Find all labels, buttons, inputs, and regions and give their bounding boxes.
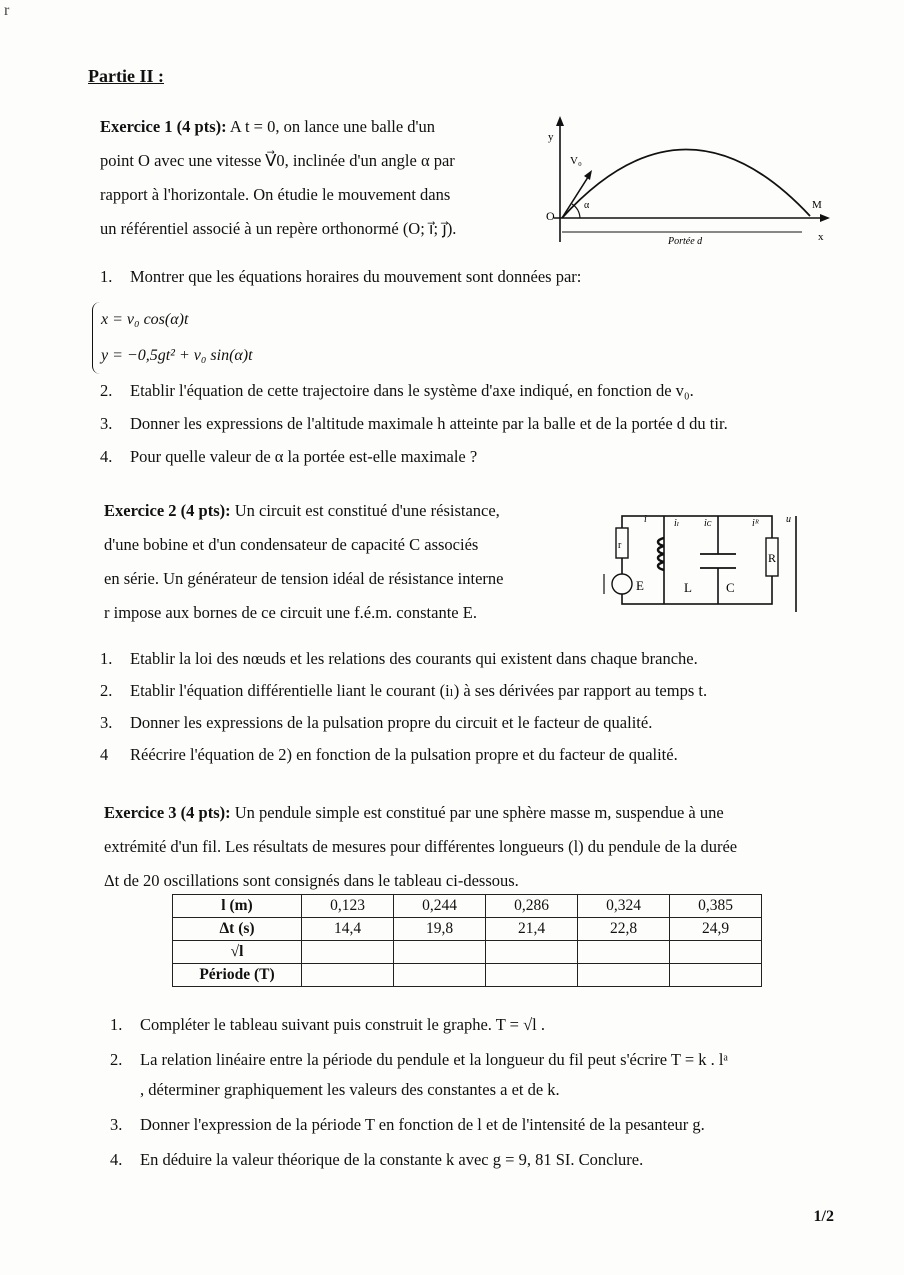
ex2-question bbox=[100, 712, 840, 744]
table-header-cell: √l bbox=[173, 941, 302, 964]
origin-label: O bbox=[546, 209, 555, 223]
ex3-question bbox=[110, 1114, 850, 1149]
current-il-label: iₗ bbox=[674, 518, 680, 529]
capacitor-gap bbox=[700, 554, 736, 568]
table-header-cell: Δt (s) bbox=[173, 918, 302, 941]
velocity-vector bbox=[562, 174, 590, 218]
table-cell: 0,324 bbox=[578, 895, 670, 918]
table-row bbox=[173, 895, 762, 918]
question-text: Etablir l'équation différentielle liant le courant (iₗ) à ses dérivées par rapport au temps t. bbox=[130, 681, 708, 700]
generator-e bbox=[612, 574, 632, 594]
table-cell: 21,4 bbox=[486, 918, 578, 941]
ex3-heading: Exercice 3 (4 pts): bbox=[104, 803, 231, 822]
question-number: 3. bbox=[100, 713, 113, 732]
question-number: 3. bbox=[100, 414, 113, 433]
ex3-question bbox=[110, 1079, 850, 1114]
x-axis-label: x bbox=[818, 231, 824, 243]
table-row bbox=[173, 918, 762, 941]
ex3-question bbox=[110, 1149, 850, 1179]
ex2-question bbox=[100, 744, 840, 776]
voltage-u-label: u bbox=[786, 514, 791, 525]
table-cell: 19,8 bbox=[394, 918, 486, 941]
corner-mark: r bbox=[4, 2, 10, 19]
ex2-question bbox=[100, 648, 840, 680]
table-cell bbox=[578, 941, 670, 964]
resistor-R-label: R bbox=[768, 551, 777, 565]
point-m-label: M bbox=[812, 199, 822, 211]
ex2-intro-line: en série. Un générateur de tension idéal de résistance interne bbox=[104, 569, 504, 588]
capacitor-c-label: C bbox=[726, 580, 735, 595]
ex3-intro bbox=[104, 796, 834, 898]
table-cell bbox=[670, 941, 762, 964]
circuit-figure bbox=[600, 508, 805, 620]
ex3-intro-line: Un pendule simple est constitué par une sphère masse m, suspendue à une bbox=[234, 803, 724, 822]
table-cell bbox=[670, 964, 762, 987]
question-number: 1. bbox=[100, 649, 113, 668]
ex1-question-text: Montrer que les équations horaires du mouvement sont données par: bbox=[130, 267, 582, 286]
question-text: Donner l'expression de la période T en fonction de l et de l'intensité de la pesanteur g. bbox=[140, 1115, 705, 1134]
question-number: 1. bbox=[110, 1015, 123, 1034]
table-cell: 0,385 bbox=[670, 895, 762, 918]
ex1-equations bbox=[92, 302, 253, 374]
table-cell: 24,9 bbox=[670, 918, 762, 941]
question-number: 4. bbox=[110, 1150, 123, 1169]
ex2-heading: Exercice 2 (4 pts): bbox=[104, 501, 231, 520]
question-text: Etablir la loi des nœuds et les relations des courants qui existent dans chaque branche. bbox=[130, 649, 698, 668]
table-cell bbox=[394, 941, 486, 964]
current-i-label: i bbox=[644, 514, 647, 525]
part-title: Partie II : bbox=[88, 66, 164, 86]
ex1-heading: Exercice 1 (4 pts): bbox=[100, 117, 227, 136]
question-text: , déterminer graphiquement les valeurs des constantes a et de k. bbox=[140, 1080, 560, 1099]
ex1-intro-line: A t = 0, on lance une balle d'un bbox=[229, 117, 436, 136]
table-cell: 22,8 bbox=[578, 918, 670, 941]
y-axis-arrow bbox=[556, 116, 564, 126]
question-number: 4. bbox=[100, 447, 113, 466]
coil-l bbox=[658, 538, 664, 570]
ex1-question bbox=[100, 380, 840, 413]
resistor-r-label: r bbox=[618, 540, 622, 551]
question-text: En déduire la valeur théorique de la constante k avec g = 9, 81 SI. Conclure. bbox=[140, 1150, 644, 1169]
question-number: 2. bbox=[110, 1050, 123, 1069]
ex1-question bbox=[100, 446, 840, 479]
velocity-arrow bbox=[584, 170, 592, 180]
ex2-question bbox=[100, 680, 840, 712]
ex2-questions bbox=[100, 648, 840, 776]
ex1-intro-line: un référentiel associé à un repère orthonormé (O; i⃗; j⃗). bbox=[100, 219, 457, 238]
page-number: 1/2 bbox=[813, 1208, 834, 1225]
question-text: Donner les expressions de l'altitude maximale h atteinte par la balle et de la portée d du tir. bbox=[130, 414, 728, 433]
table-cell: 0,123 bbox=[302, 895, 394, 918]
y-axis-label: y bbox=[548, 131, 554, 143]
question-text: Etablir l'équation de cette trajectoire dans le système d'axe indiqué, en fonction de v₀. bbox=[130, 381, 694, 400]
range-label: Portée d bbox=[668, 236, 703, 247]
current-ir-label: iᴿ bbox=[752, 518, 760, 529]
question-number: 4 bbox=[100, 745, 109, 764]
table-cell bbox=[394, 964, 486, 987]
question-number: 2. bbox=[100, 681, 113, 700]
coil-l-label: L bbox=[684, 580, 692, 595]
ex1-intro-line: point O avec une vitesse V⃗0, inclinée d'un angle α par bbox=[100, 151, 455, 170]
ex1-question-1: 1. Montrer que les équations horaires du mouvement sont données par: bbox=[100, 267, 582, 286]
ex1-intro-line: rapport à l'horizontale. On étudie le mouvement dans bbox=[100, 185, 451, 204]
equation-x: x = v₀ cos(α)t bbox=[101, 311, 189, 328]
table-cell bbox=[302, 964, 394, 987]
v0-label: V₀ bbox=[570, 155, 582, 167]
ex3-question bbox=[110, 1014, 850, 1049]
table-header-cell: l (m) bbox=[173, 895, 302, 918]
generator-e-label: E bbox=[636, 578, 644, 593]
ex3-question bbox=[110, 1049, 850, 1079]
ex2-intro-line: r impose aux bornes de ce circuit une f.é.m. constante E. bbox=[104, 603, 477, 622]
question-text: Pour quelle valeur de α la portée est-elle maximale ? bbox=[130, 447, 478, 466]
ex3-intro-line: extrémité d'un fil. Les résultats de mesures pour différentes longueurs (l) du pendule de la durée bbox=[104, 837, 738, 856]
table-cell: 0,286 bbox=[486, 895, 578, 918]
ex1-questions bbox=[100, 380, 840, 479]
table-cell bbox=[486, 941, 578, 964]
ex2-intro bbox=[104, 494, 574, 630]
current-ic-label: iᴄ bbox=[704, 518, 712, 529]
question-number: 2. bbox=[100, 381, 113, 400]
ex1-intro bbox=[100, 110, 532, 246]
table-cell bbox=[486, 964, 578, 987]
ex1-question bbox=[100, 413, 840, 446]
table-header-cell: Période (T) bbox=[173, 964, 302, 987]
ex3-intro-line: Δt de 20 oscillations sont consignés dans le tableau ci-dessous. bbox=[104, 871, 519, 890]
table-cell bbox=[578, 964, 670, 987]
table-row bbox=[173, 964, 762, 987]
ex2-intro-line: Un circuit est constitué d'une résistance, bbox=[234, 501, 500, 520]
table-cell: 14,4 bbox=[302, 918, 394, 941]
trajectory-curve bbox=[562, 149, 810, 218]
question-number: 3. bbox=[110, 1115, 123, 1134]
question-text: Compléter le tableau suivant puis construit le graphe. T = √l . bbox=[140, 1015, 545, 1034]
circuit-outline bbox=[622, 516, 772, 604]
question-text: Donner les expressions de la pulsation propre du circuit et le facteur de qualité. bbox=[130, 713, 653, 732]
table-row bbox=[173, 941, 762, 964]
x-axis-arrow bbox=[820, 214, 830, 222]
question-text: La relation linéaire entre la période du pendule et la longueur du fil peut s'écrire T = k . lᵃ bbox=[140, 1050, 728, 1069]
equation-y: y = −0,5gt² + v₀ sin(α)t bbox=[101, 347, 253, 364]
alpha-label: α bbox=[584, 200, 590, 211]
ex2-intro-line: d'une bobine et d'un condensateur de capacité C associés bbox=[104, 535, 479, 554]
table-cell bbox=[302, 941, 394, 964]
table-cell: 0,244 bbox=[394, 895, 486, 918]
trajectory-figure bbox=[540, 112, 835, 252]
measurements-table bbox=[172, 894, 762, 987]
question-text: Réécrire l'équation de 2) en fonction de la pulsation propre et du facteur de qualité. bbox=[130, 745, 678, 764]
ex3-questions bbox=[110, 1014, 850, 1179]
